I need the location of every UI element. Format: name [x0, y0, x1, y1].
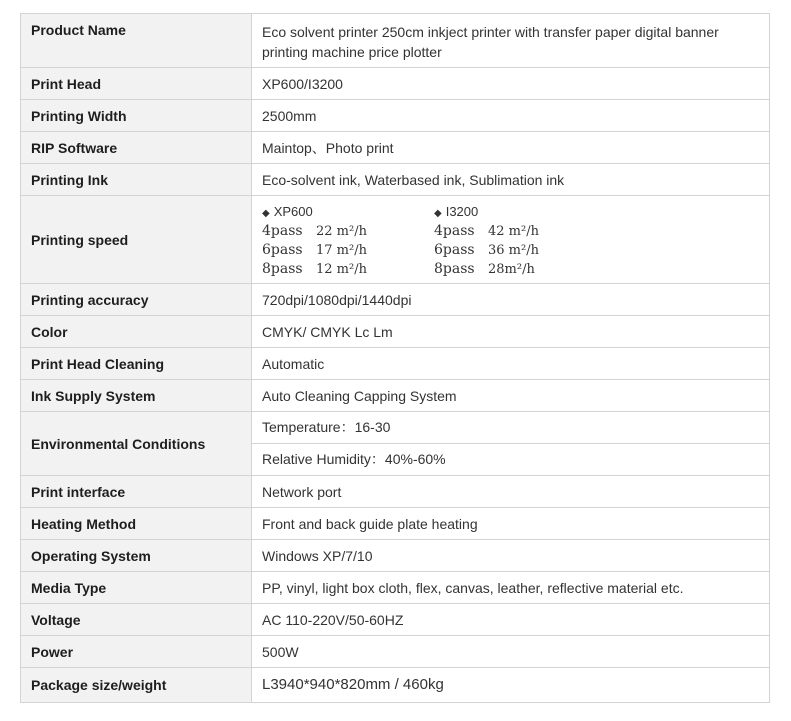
table-row: [21, 132, 770, 164]
spec-key: Printing speed: [21, 196, 252, 284]
spec-key: Heating Method: [21, 508, 252, 540]
spec-value: Network port: [252, 476, 770, 508]
spec-key: Printing Width: [21, 100, 252, 132]
speed-grid: [262, 201, 759, 279]
spec-value: Windows XP/7/10: [252, 540, 770, 572]
spec-key: Print Head Cleaning: [21, 348, 252, 380]
spec-key: Operating System: [21, 540, 252, 572]
table-row: [21, 14, 770, 68]
speed-row: 6pass 17 m²/h: [262, 241, 367, 258]
table-row: [21, 476, 770, 508]
diamond-bullet-icon: ◆: [262, 207, 270, 219]
spec-key: Printing Ink: [21, 164, 252, 196]
spec-value: 2500mm: [252, 100, 770, 132]
speed-row: 8pass 28m²/h: [434, 260, 535, 277]
spec-key: Print Head: [21, 68, 252, 100]
table-row: [21, 100, 770, 132]
speed-column-i3200: [434, 203, 606, 279]
printing-speed-value: [252, 196, 770, 284]
spec-value: PP, vinyl, light box cloth, flex, canvas, leather, reflective material etc.: [252, 572, 770, 604]
spec-value: Eco solvent printer 250cm inkject printer with transfer paper digital banner printing machine price plotter: [252, 14, 770, 68]
spec-value: L3940*940*820mm / 460kg: [252, 668, 770, 703]
spec-key: Ink Supply System: [21, 380, 252, 412]
speed-row: 4pass 42 m²/h: [434, 222, 539, 239]
speed-column-head: I3200: [445, 203, 479, 219]
spec-key: Color: [21, 316, 252, 348]
spec-value: CMYK/ CMYK Lc Lm: [252, 316, 770, 348]
spec-key: Environmental Conditions: [21, 412, 252, 476]
table-row: [21, 668, 770, 703]
speed-column-xp600: [262, 203, 434, 279]
table-row: [21, 604, 770, 636]
spec-key: Printing accuracy: [21, 284, 252, 316]
speed-row: 6pass 36 m²/h: [434, 241, 539, 258]
table-row: [21, 348, 770, 380]
spec-value: XP600/I3200: [252, 68, 770, 100]
table-row: [21, 284, 770, 316]
temperature-value: Temperature：16-30: [252, 412, 769, 444]
spec-table: [20, 13, 770, 703]
humidity-value: Relative Humidity：40%-60%: [262, 451, 446, 467]
table-row: [21, 196, 770, 284]
spec-key: Media Type: [21, 572, 252, 604]
speed-row: 4pass 22 m²/h: [262, 222, 367, 239]
table-row: [21, 412, 770, 476]
table-row: [21, 540, 770, 572]
speed-row: 8pass 12 m²/h: [262, 260, 367, 277]
diamond-bullet-icon: ◆: [434, 207, 442, 219]
spec-value: Automatic: [252, 348, 770, 380]
table-row: [21, 636, 770, 668]
table-row: [21, 68, 770, 100]
spec-value: 720dpi/1080dpi/1440dpi: [252, 284, 770, 316]
spec-key: Print interface: [21, 476, 252, 508]
spec-key: Power: [21, 636, 252, 668]
spec-value: Front and back guide plate heating: [252, 508, 770, 540]
spec-value: Maintop、Photo print: [252, 132, 770, 164]
table-row: [21, 316, 770, 348]
table-row: [21, 380, 770, 412]
spec-value: 500W: [252, 636, 770, 668]
spec-key: Product Name: [21, 14, 252, 68]
spec-value: AC 110-220V/50-60HZ: [252, 604, 770, 636]
table-row: [21, 164, 770, 196]
table-row: [21, 572, 770, 604]
environmental-value: [252, 412, 770, 476]
spec-key: Voltage: [21, 604, 252, 636]
speed-column-head: XP600: [273, 203, 313, 219]
spec-key: Package size/weight: [21, 668, 252, 703]
spec-key: RIP Software: [21, 132, 252, 164]
spec-value: Auto Cleaning Capping System: [252, 380, 770, 412]
spec-value: Eco-solvent ink, Waterbased ink, Sublimation ink: [252, 164, 770, 196]
table-row: [21, 508, 770, 540]
